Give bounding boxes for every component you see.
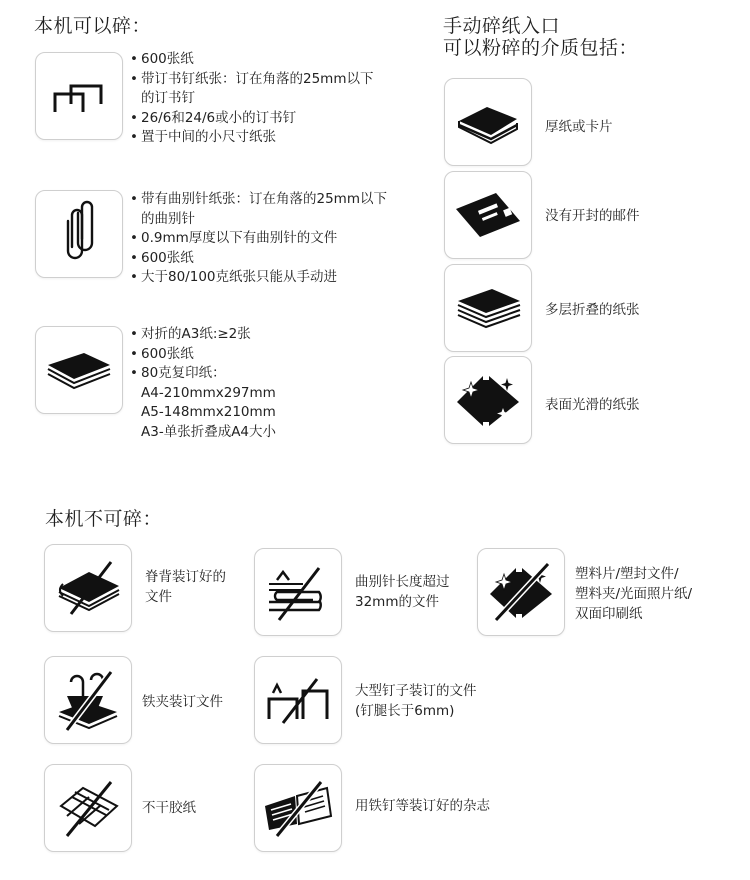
list-item: • 置于中间的小尺寸纸张 [130,128,373,148]
paperclip-capacity-list [130,190,387,288]
cannot-item-label: 曲别针长度超过 32mm的文件 [355,574,450,610]
list-item: 的曲别针 [141,210,195,227]
list-item: • 600张纸 [130,345,276,365]
list-item: A3-单张折叠成A4大小 [141,423,277,440]
label-sheet-crossed-icon [44,764,132,852]
folded-paper-icon [444,264,532,352]
can-shred-title: 本机可以碎： [34,15,152,37]
cannot-item-label: 用铁钉等装订好的杂志 [355,798,490,814]
large-staple-crossed-icon [254,656,342,744]
list-item: • 带订书钉纸张：订在角落的25mm以下 [130,70,373,90]
list-item: • 带有曲别针纸张：订在角落的25mm以下 [130,190,387,210]
staple-capacity-list [130,50,373,148]
glossy-paper-icon [444,356,532,444]
manual-feed-title [443,15,638,59]
magazine-crossed-icon [254,764,342,852]
paper-stack-icon [35,326,123,414]
cannot-item-label: 脊背装订好的 文件 [145,569,226,605]
list-item: • 600张纸 [130,249,387,269]
plastic-glossy-crossed-icon [477,548,565,636]
list-item: A5-148mmx210mm [141,404,276,420]
manual-item-label: 厚纸或卡片 [545,119,613,135]
cannot-item-label: 不干胶纸 [142,800,196,816]
binder-clip-crossed-icon [44,656,132,744]
cannot-item-label: 大型钉子装订的文件 (钉腿长于6mm) [355,683,477,719]
staple-icon [35,52,123,140]
manual-item-label: 没有开封的邮件 [545,208,640,224]
manual-item-label: 多层折叠的纸张 [545,302,640,318]
cannot-shred-title: 本机不可碎： [45,508,163,530]
large-paperclip-crossed-icon [254,548,342,636]
cannot-item-label: 铁夹装订文件 [142,694,223,710]
list-item: • 26/6和24/6或小的订书钉 [130,109,373,129]
cannot-item-label: 塑料片/塑封文件/ 塑料夹/光面照片纸/ 双面印刷纸 [575,566,693,622]
list-item: • 0.9mm厚度以下有曲别针的文件 [130,229,387,249]
manual-feed-title-line2: 可以粉碎的介质包括： [443,37,639,59]
manual-feed-title-line1: 手动碎纸入口 [443,15,561,37]
paper-capacity-list [130,325,276,442]
list-item: A4-210mmx297mm [141,384,276,401]
list-item: • 600张纸 [130,50,373,70]
manual-item-label: 表面光滑的纸张 [545,397,640,413]
list-item: • 对折的A3纸:≥2张 [130,325,276,345]
paperclip-icon [35,190,123,278]
envelope-icon [444,171,532,259]
list-item: 的订书钉 [141,90,195,106]
bound-book-crossed-icon [44,544,132,632]
list-item: • 大于80/100克纸张只能从手动进 [130,268,387,288]
list-item: • 80克复印纸： [130,364,276,384]
cardboard-icon [444,78,532,166]
